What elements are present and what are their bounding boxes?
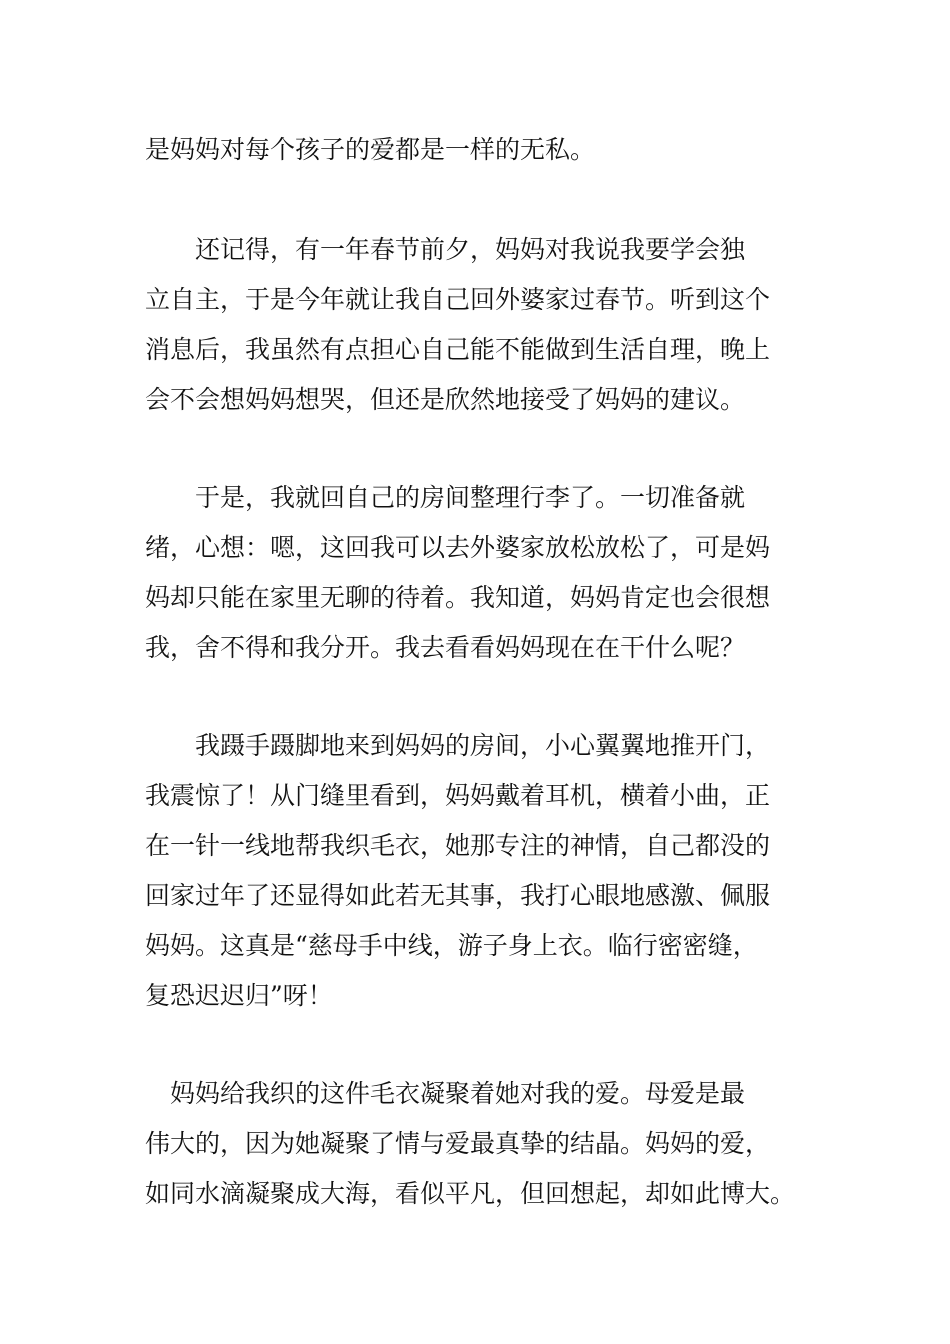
paragraph-3 [145, 473, 825, 673]
text-line: 妈妈。这真是“慈母手中线，游子身上衣。临行密密缝， [145, 931, 758, 960]
paragraph-1 [145, 125, 825, 175]
text-line: 在一针一线地帮我织毛衣，她那专注的神情，自己都没的 [145, 831, 771, 860]
paragraph-5 [145, 1069, 825, 1219]
text-line: 妈却只能在家里无聊的待着。我知道，妈妈肯定也会很想 [145, 583, 771, 612]
text-line: 于是，我就回自己的房间整理行李了。一切准备就 [145, 483, 746, 512]
text-line: 还记得，有一年春节前夕，妈妈对我说我要学会独 [145, 235, 746, 264]
text-line: 会不会想妈妈想哭，但还是欣然地接受了妈妈的建议。 [145, 385, 746, 414]
text-line: 我蹑手蹑脚地来到妈妈的房间，小心翼翼地推开门， [145, 731, 771, 760]
paragraph-2 [145, 225, 825, 425]
text-line: 我震惊了！从门缝里看到，妈妈戴着耳机，横着小曲，正 [145, 781, 771, 810]
text-line: 绪，心想：嗯，这回我可以去外婆家放松放松了，可是妈 [145, 533, 771, 562]
text-line: 消息后，我虽然有点担心自己能不能做到生活自理，晚上 [145, 335, 771, 364]
text-line: 伟大的，因为她凝聚了情与爱最真挚的结晶。妈妈的爱， [145, 1129, 771, 1158]
text-line: 回家过年了还显得如此若无其事，我打心眼地感激、佩服 [145, 881, 771, 910]
text-line: 妈妈给我织的这件毛衣凝聚着她对我的爱。母爱是最 [145, 1079, 746, 1108]
text-line: 立自主，于是今年就让我自己回外婆家过春节。听到这个 [145, 285, 771, 314]
text-line: 我，舍不得和我分开。我去看看妈妈现在在干什么呢？ [145, 633, 746, 662]
paragraph-4 [145, 721, 825, 1021]
text-line: 是妈妈对每个孩子的爱都是一样的无私。 [145, 135, 596, 164]
text-line: 复恐迟迟归”呀！ [145, 981, 333, 1010]
text-line: 如同水滴凝聚成大海，看似平凡，但回想起，却如此博大。 [145, 1179, 796, 1208]
